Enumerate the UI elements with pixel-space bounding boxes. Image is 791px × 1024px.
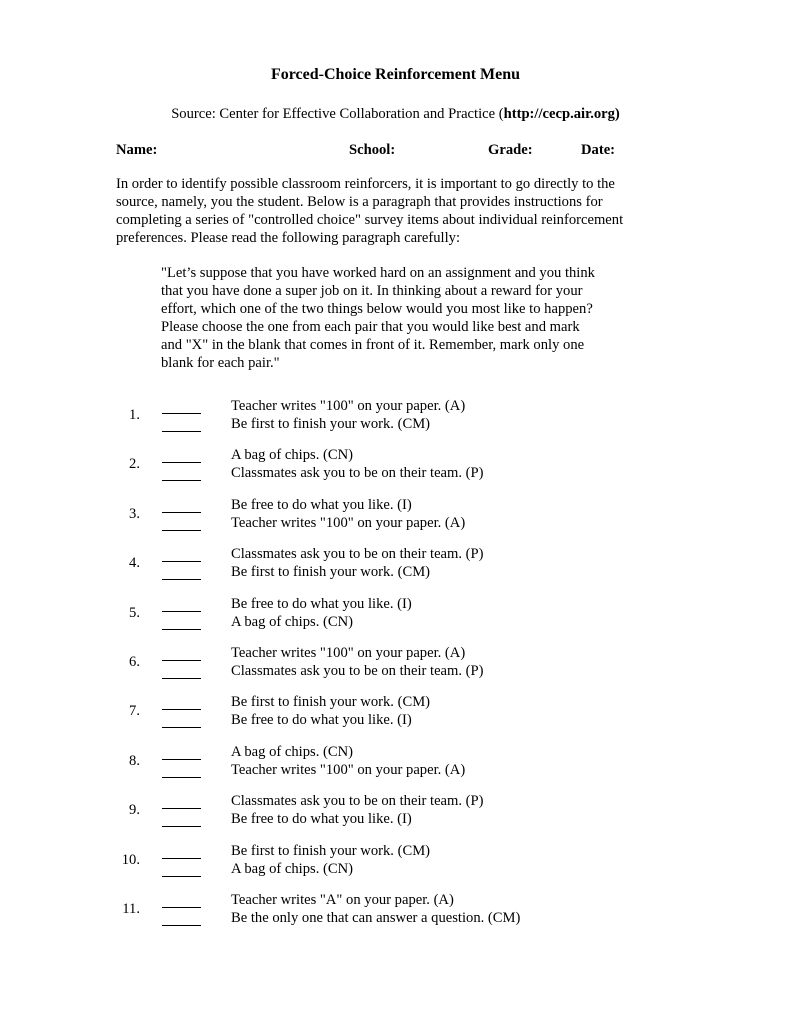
option-a: Classmates ask you to be on their team. (P) xyxy=(231,546,484,563)
student-info-fields xyxy=(0,141,791,161)
item-number: 4. xyxy=(129,555,140,572)
choice-item xyxy=(0,595,791,635)
choice-item xyxy=(0,397,791,437)
option-b: Teacher writes "100" on your paper. (A) xyxy=(231,761,466,778)
option-b: Be the only one that can answer a question. (CM) xyxy=(231,910,521,926)
item-number: 10. xyxy=(121,851,140,868)
instruction-quote xyxy=(161,264,661,372)
intro-line: In order to identify possible classroom reinforcers, it is important to go directly to the xyxy=(116,176,615,192)
item-number: 5. xyxy=(129,604,140,621)
name-field-label: Name: xyxy=(116,142,158,158)
answer-blank-b[interactable] xyxy=(162,875,201,877)
intro-line: preferences. Please read the following paragraph carefully: xyxy=(116,230,461,246)
item-number: 8. xyxy=(129,752,140,769)
option-a: A bag of chips. (CN) xyxy=(231,447,354,464)
option-b: A bag of chips. (CN) xyxy=(231,613,354,630)
item-number: 2. xyxy=(129,456,140,473)
answer-blank-a[interactable] xyxy=(162,758,201,760)
item-number: 1. xyxy=(129,407,140,423)
choice-item xyxy=(0,842,791,882)
quote-line: that you have done a super job on it. In thinking about a reward for your xyxy=(161,283,583,299)
answer-blank-b[interactable] xyxy=(162,677,201,679)
choice-item xyxy=(0,496,791,536)
answer-blank-a[interactable] xyxy=(162,906,201,908)
item-number: 7. xyxy=(129,703,140,720)
answer-blank-b[interactable] xyxy=(162,578,201,580)
answer-blank-b[interactable] xyxy=(162,776,201,778)
intro-line: completing a series of "controlled choice" survey items about individual reinforcement xyxy=(116,212,624,228)
answer-blank-b[interactable] xyxy=(162,726,201,728)
choice-item xyxy=(0,545,791,585)
option-a: Be free to do what you like. (I) xyxy=(231,496,412,513)
option-a: Be first to finish your work. (CM) xyxy=(231,694,431,711)
answer-blank-b[interactable] xyxy=(162,628,201,630)
quote-line: blank for each pair." xyxy=(161,355,280,371)
intro-paragraph xyxy=(116,175,676,247)
answer-blank-a[interactable] xyxy=(162,610,201,612)
item-number: 3. xyxy=(129,505,140,522)
grade-field-label: Grade: xyxy=(488,142,533,158)
source-prefix: Source: Center for Effective Collaboration and Practice ( xyxy=(171,106,504,122)
school-field-label: School: xyxy=(349,142,396,158)
option-a: A bag of chips. (CN) xyxy=(231,743,354,760)
choice-item xyxy=(0,644,791,684)
item-number: 11. xyxy=(122,901,140,917)
page-title: Forced-Choice Reinforcement Menu xyxy=(270,66,521,83)
answer-blank-a[interactable] xyxy=(162,511,201,513)
intro-line: source, namely, you the student. Below is a paragraph that provides instructions for xyxy=(116,194,603,210)
date-field-label: Date: xyxy=(581,142,616,158)
choice-item xyxy=(0,446,791,486)
source-url: http://cecp.air.org) xyxy=(503,106,620,122)
quote-line: "Let’s suppose that you have worked hard on an assignment and you think xyxy=(161,265,595,281)
answer-blank-a[interactable] xyxy=(162,708,201,710)
answer-blank-b[interactable] xyxy=(162,479,201,481)
answer-blank-a[interactable] xyxy=(162,857,201,859)
quote-line: and "X" in the blank that comes in front of it. Remember, mark only one xyxy=(161,337,585,353)
item-number: 6. xyxy=(129,654,140,670)
answer-blank-b[interactable] xyxy=(162,924,201,926)
option-a: Be first to finish your work. (CM) xyxy=(231,842,431,859)
answer-blank-b[interactable] xyxy=(162,825,201,827)
answer-blank-a[interactable] xyxy=(162,807,201,809)
option-a: Teacher writes "A" on your paper. (A) xyxy=(231,892,454,908)
option-a: Classmates ask you to be on their team. (P) xyxy=(231,793,484,810)
choice-item xyxy=(0,743,791,783)
option-b: Classmates ask you to be on their team. (P) xyxy=(231,663,484,679)
choice-item xyxy=(0,693,791,733)
option-b: Be free to do what you like. (I) xyxy=(231,811,412,828)
choice-item xyxy=(0,891,791,931)
answer-blank-b[interactable] xyxy=(162,529,201,531)
option-a: Teacher writes "100" on your paper. (A) xyxy=(231,398,466,414)
option-a: Be free to do what you like. (I) xyxy=(231,595,412,612)
answer-blank-a[interactable] xyxy=(162,560,201,562)
option-b: A bag of chips. (CN) xyxy=(231,860,354,877)
choice-item xyxy=(0,792,791,832)
option-a: Teacher writes "100" on your paper. (A) xyxy=(231,645,466,661)
item-number: 9. xyxy=(129,802,140,819)
option-b: Be free to do what you like. (I) xyxy=(231,712,412,729)
quote-line: Please choose the one from each pair that you would like best and mark xyxy=(161,319,580,335)
option-b: Be first to finish your work. (CM) xyxy=(231,564,431,581)
option-b: Classmates ask you to be on their team. (P) xyxy=(231,465,484,482)
source-line xyxy=(0,105,791,123)
option-b: Teacher writes "100" on your paper. (A) xyxy=(231,514,466,531)
answer-blank-a[interactable] xyxy=(162,461,201,463)
answer-blank-a[interactable] xyxy=(162,412,201,414)
quote-line: effort, which one of the two things below would you most like to happen? xyxy=(161,301,593,317)
answer-blank-b[interactable] xyxy=(162,430,201,432)
answer-blank-a[interactable] xyxy=(162,659,201,661)
option-b: Be first to finish your work. (CM) xyxy=(231,416,431,432)
